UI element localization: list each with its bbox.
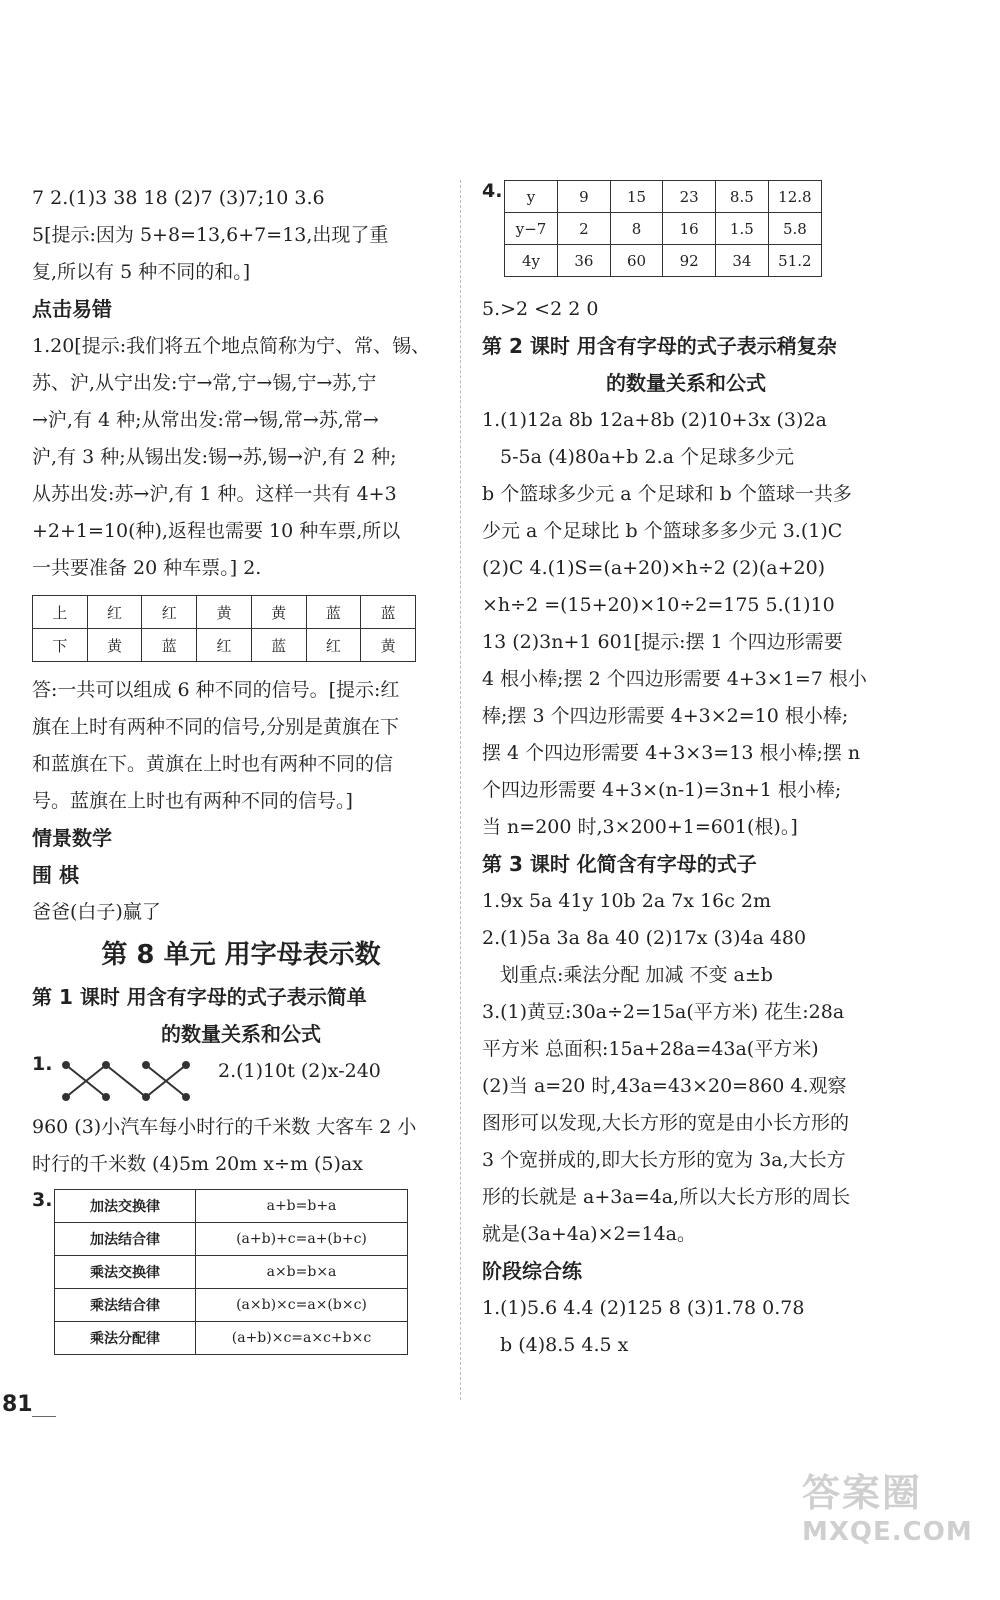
text-line: 3 个宽拼成的,即大长方形的宽为 3a,大长方	[482, 1149, 846, 1171]
table-cell: a+b=b+a	[196, 1190, 408, 1223]
table-row	[33, 629, 416, 662]
table-cell: 乘法交换律	[55, 1256, 196, 1289]
table-cell: 红	[306, 629, 361, 662]
text-line: 4 根小棒;摆 2 个四边形需要 4+3×1=7 根小	[482, 668, 867, 690]
text-line: 划重点:乘法分配 加减 不变 a±b	[500, 964, 773, 986]
table-row	[33, 596, 416, 629]
text-line: 2.(1)5a 3a 8a 40 (2)17x (3)4a 480	[482, 927, 807, 949]
text-line: 形的长就是 a+3a=4a,所以大长方形的周长	[482, 1186, 851, 1208]
matching-line	[106, 1065, 146, 1097]
table-row	[55, 1223, 408, 1256]
text-line: 时行的千米数 (4)5m 20m x÷m (5)ax	[32, 1153, 363, 1175]
table-row	[55, 1190, 408, 1223]
text-line: b 个篮球多少元 a 个足球和 b 个篮球一共多	[482, 483, 852, 505]
match-dot	[183, 1062, 189, 1068]
table-cell: 1.5	[715, 213, 768, 245]
text-line: 当 n=200 时,3×200+1=601(根)。]	[482, 816, 798, 838]
text-line: 1.9x 5a 41y 10b 2a 7x 16c 2m	[482, 890, 772, 912]
table-row	[55, 1289, 408, 1322]
text-line: 号。蓝旗在上时也有两种不同的信号。]	[32, 790, 353, 812]
question-number: 1.	[32, 1053, 53, 1075]
text-line: 3.(1)黄豆:30a÷2=15a(平方米) 花生:28a	[482, 1001, 845, 1023]
page-number-rule	[32, 1416, 56, 1417]
text-line: 就是(3a+4a)×2=14a。	[482, 1223, 697, 1245]
section-heading-scenario: 情景数学	[32, 826, 112, 850]
text-line: 1.(1)5.6 4.4 (2)125 8 (3)1.78 0.78	[482, 1297, 805, 1319]
match-dot	[63, 1094, 69, 1100]
table-cell: 乘法结合律	[55, 1289, 196, 1322]
table-row	[505, 213, 822, 245]
text-line: 2.(1)10t (2)x-240	[218, 1060, 381, 1082]
answer-block-stage	[482, 1290, 890, 1364]
text-line: 一共要准备 20 种车票。] 2.	[32, 557, 262, 579]
text-line: 爸爸(白子)赢了	[32, 901, 161, 923]
question-number: 3.	[32, 1189, 53, 1211]
watermark-title: 答案圈	[802, 1471, 923, 1515]
table-cell: 23	[663, 181, 716, 213]
lesson-title: 第 3 课时 化简含有字母的式子	[482, 852, 757, 876]
table-cell: 加法交换律	[55, 1190, 196, 1223]
unit-title: 第 8 单元 用字母表示数	[101, 940, 381, 970]
table-cell: 红	[87, 596, 142, 629]
table-row	[505, 181, 822, 213]
table-row	[505, 245, 822, 277]
column-divider	[460, 180, 461, 1400]
text-line: →沪,有 4 种;从常出发:常→锡,常→苏,常→	[32, 409, 379, 431]
table-cell: y−7	[505, 213, 558, 245]
answer-block-errors	[32, 328, 450, 587]
text-line: b (4)8.5 4.5 x	[500, 1334, 629, 1356]
table-cell: 下	[33, 629, 88, 662]
match-dot	[143, 1094, 149, 1100]
table-cell: (a+b)+c=a+(b+c)	[196, 1223, 408, 1256]
table-cell: 2	[558, 213, 611, 245]
text-line: 从苏出发:苏→沪,有 1 种。这样一共有 4+3	[32, 483, 397, 505]
match-dot	[103, 1094, 109, 1100]
signal-table	[32, 595, 416, 662]
table-cell: 16	[663, 213, 716, 245]
table-cell: 5.8	[768, 213, 821, 245]
text-line: 个四边形需要 4+3×(n-1)=3n+1 根小棒;	[482, 779, 842, 801]
table-cell: 黄	[197, 596, 252, 629]
answer-block-top	[32, 180, 450, 291]
table-cell: 8	[610, 213, 663, 245]
y-value-table	[504, 180, 822, 277]
text-line: 5-5a (4)80a+b 2.a 个足球多少元	[500, 446, 794, 468]
text-line: 答:一共可以组成 6 种不同的信号。[提示:红	[32, 679, 400, 701]
table-cell: 黄	[87, 629, 142, 662]
text-line: 1.20[提示:我们将五个地点简称为宁、常、锡、	[32, 335, 431, 357]
text-line: (2)C 4.(1)S=(a+20)×h÷2 (2)(a+20)	[482, 557, 826, 579]
left-column	[32, 180, 450, 1355]
table-cell: 12.8	[768, 181, 821, 213]
table-row	[55, 1256, 408, 1289]
text-line: (2)当 a=20 时,43a=43×20=860 4.观察	[482, 1075, 847, 1097]
match-dot	[183, 1094, 189, 1100]
subheading-go: 围 棋	[32, 863, 79, 887]
text-line: 沪,有 3 种;从锡出发:锡→苏,锡→沪,有 2 种;	[32, 446, 397, 468]
text-line: 和蓝旗在下。黄旗在上时也有两种不同的信	[32, 753, 394, 775]
watermark-url: MXQE.COM	[802, 1517, 973, 1547]
text-line: ×h÷2 =(15+20)×10÷2=175 5.(1)10	[482, 594, 835, 616]
text-line: 复,所以有 5 种不同的和。]	[32, 261, 251, 283]
table-cell: 乘法分配律	[55, 1322, 196, 1355]
table-cell: 蓝	[142, 629, 197, 662]
right-column	[482, 180, 890, 1364]
table-row	[55, 1322, 408, 1355]
table-cell: 蓝	[251, 629, 306, 662]
table-cell: (a+b)×c=a×c+b×c	[196, 1322, 408, 1355]
text-line: 5[提示:因为 5+8=13,6+7=13,出现了重	[32, 224, 389, 246]
lesson-title: 第 2 课时 用含有字母的式子表示稍复杂	[482, 334, 837, 358]
table-cell: 黄	[361, 629, 416, 662]
table-cell: 蓝	[306, 596, 361, 629]
table-cell: 加法结合律	[55, 1223, 196, 1256]
match-dot	[143, 1062, 149, 1068]
table-cell: 上	[33, 596, 88, 629]
answer-block-lesson2	[482, 402, 890, 846]
question-number: 4.	[482, 180, 503, 202]
table-cell: 36	[558, 245, 611, 277]
text-line: 少元 a 个足球比 b 个篮球多多少元 3.(1)C	[482, 520, 843, 542]
page-number: 81	[2, 1392, 33, 1417]
text-line: 1.(1)12a 8b 12a+8b (2)10+3x (3)2a	[482, 409, 827, 431]
y-table-row	[482, 180, 890, 277]
law-table	[54, 1189, 408, 1355]
section-heading-stage: 阶段综合练	[482, 1259, 582, 1283]
matching-lines-diagram	[54, 1053, 204, 1109]
answer-block-signals	[32, 672, 450, 820]
table-cell: 4y	[505, 245, 558, 277]
table-cell: 9	[558, 181, 611, 213]
match-dot	[103, 1062, 109, 1068]
table-cell: (a×b)×c=a×(b×c)	[196, 1289, 408, 1322]
text-line: 图形可以发现,大长方形的宽是由小长方形的	[482, 1112, 850, 1134]
table-cell: a×b=b×a	[196, 1256, 408, 1289]
table-cell: 34	[715, 245, 768, 277]
table-cell: 51.2	[768, 245, 821, 277]
table-cell: 8.5	[715, 181, 768, 213]
table-cell: 92	[663, 245, 716, 277]
text-line: 苏、沪,从宁出发:宁→常,宁→锡,宁→苏,宁	[32, 372, 377, 394]
text-line: 旗在上时有两种不同的信号,分别是黄旗在下	[32, 716, 400, 738]
lesson-title-continued: 的数量关系和公式	[606, 371, 766, 395]
lesson-title: 第 1 课时 用含有字母的式子表示简单	[32, 985, 367, 1009]
text-line: 5.>2 <2 2 0	[482, 298, 599, 320]
table-cell: 黄	[251, 596, 306, 629]
answer-block-lesson3	[482, 883, 890, 1253]
section-heading-easy-errors: 点击易错	[32, 297, 112, 321]
table-cell: 蓝	[361, 596, 416, 629]
table-cell: 60	[610, 245, 663, 277]
table-cell: y	[505, 181, 558, 213]
text-line: 摆 4 个四边形需要 4+3×3=13 根小棒;摆 n	[482, 742, 861, 764]
text-line: 平方米 总面积:15a+28a=43a(平方米)	[482, 1038, 819, 1060]
table-cell: 15	[610, 181, 663, 213]
matching-row	[32, 1053, 450, 1109]
law-table-row	[32, 1189, 450, 1355]
text-line: 棒;摆 3 个四边形需要 4+3×2=10 根小棒;	[482, 705, 849, 727]
text-line: +2+1=10(种),返程也需要 10 种车票,所以	[32, 520, 401, 542]
matching-lines-svg	[54, 1053, 204, 1109]
table-cell: 红	[197, 629, 252, 662]
text-line: 13 (2)3n+1 601[提示:摆 1 个四边形需要	[482, 631, 843, 653]
watermark-logo	[802, 1462, 982, 1582]
lesson-title-continued: 的数量关系和公式	[161, 1022, 321, 1046]
text-line: 960 (3)小汽车每小时行的千米数 大客车 2 小	[32, 1116, 417, 1138]
match-dot	[63, 1062, 69, 1068]
text-line: 7 2.(1)3 38 18 (2)7 (3)7;10 3.6	[32, 187, 325, 209]
table-cell: 红	[142, 596, 197, 629]
answer-block-lesson1	[32, 1109, 450, 1183]
